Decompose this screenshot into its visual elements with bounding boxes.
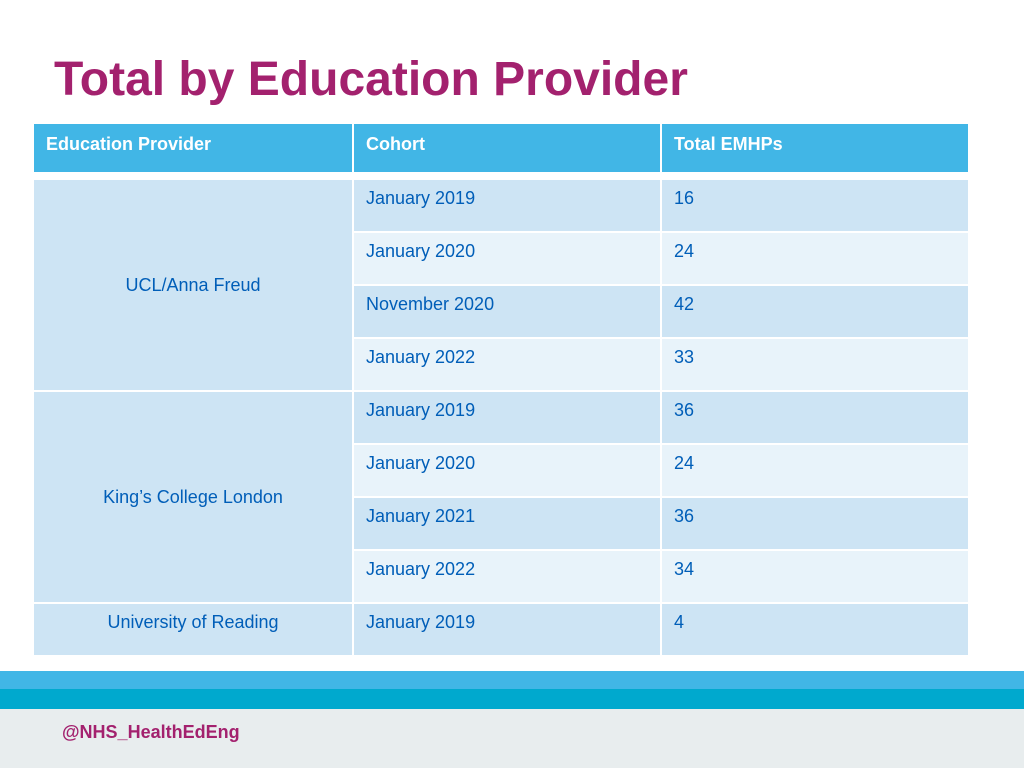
cohort-cell: January 2021 <box>354 498 660 549</box>
education-provider-table <box>32 122 970 657</box>
total-cell: 24 <box>662 445 968 496</box>
total-cell: 36 <box>662 392 968 443</box>
total-cell: 36 <box>662 498 968 549</box>
footer-band-dark <box>0 689 1024 709</box>
spacer-cell <box>34 174 968 178</box>
cohort-cell: January 2019 <box>354 180 660 231</box>
total-cell: 34 <box>662 551 968 602</box>
page-title: Total by Education Provider <box>54 53 688 106</box>
cohort-cell: November 2020 <box>354 286 660 337</box>
total-cell: 16 <box>662 180 968 231</box>
total-cell: 24 <box>662 233 968 284</box>
provider-cell: University of Reading <box>34 604 352 655</box>
provider-cell: King’s College London <box>34 392 352 602</box>
provider-cell: UCL/Anna Freud <box>34 180 352 390</box>
twitter-handle: @NHS_HealthEdEng <box>62 722 240 742</box>
cohort-cell: January 2022 <box>354 339 660 390</box>
table-header-row <box>34 124 968 172</box>
footer-band-light <box>0 671 1024 689</box>
cohort-cell: January 2020 <box>354 233 660 284</box>
column-header-education-provider: Education Provider <box>34 124 352 172</box>
cohort-cell: January 2019 <box>354 392 660 443</box>
cohort-cell: January 2020 <box>354 445 660 496</box>
table-row <box>34 392 968 443</box>
total-cell: 4 <box>662 604 968 655</box>
table-row <box>34 180 968 231</box>
cohort-cell: January 2022 <box>354 551 660 602</box>
column-header-total-emhps: Total EMHPs <box>662 124 968 172</box>
total-cell: 33 <box>662 339 968 390</box>
table-row <box>34 604 968 655</box>
total-cell: 42 <box>662 286 968 337</box>
cohort-cell: January 2019 <box>354 604 660 655</box>
column-header-cohort: Cohort <box>354 124 660 172</box>
header-spacer <box>34 174 968 178</box>
